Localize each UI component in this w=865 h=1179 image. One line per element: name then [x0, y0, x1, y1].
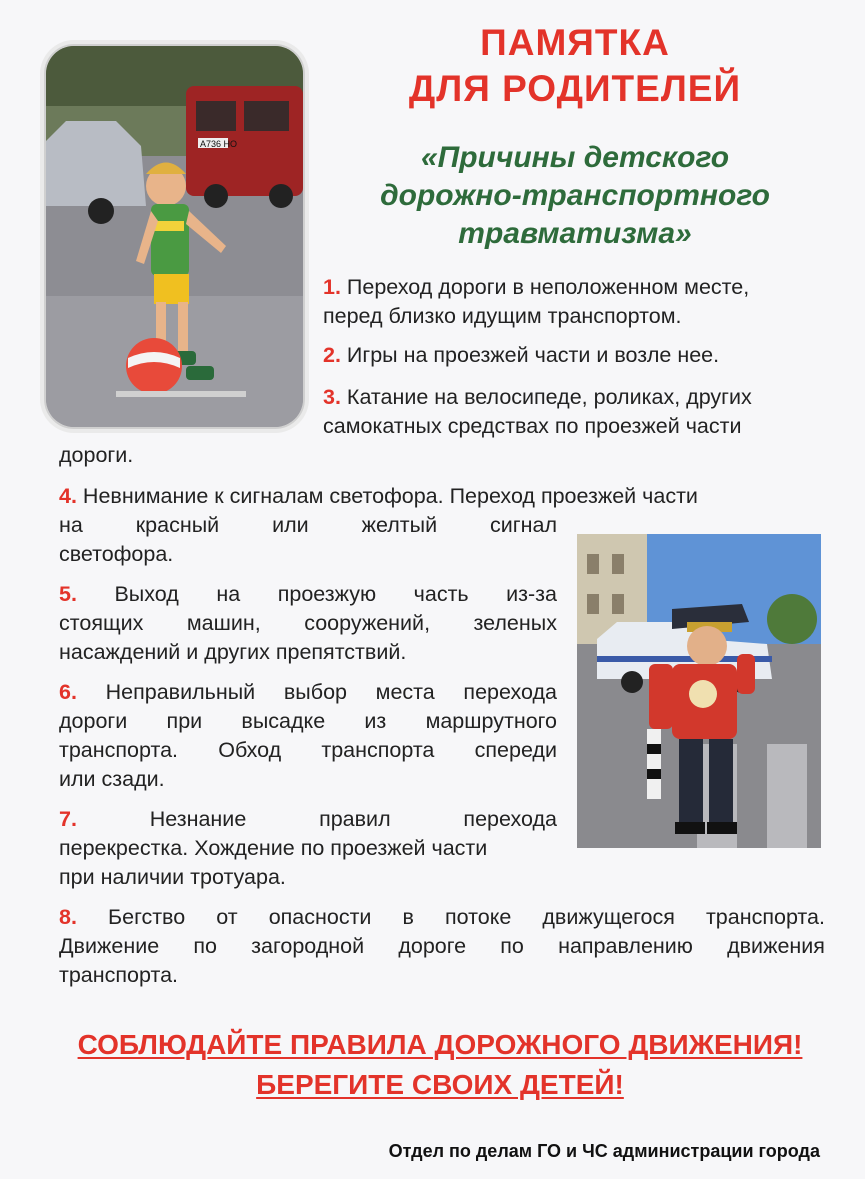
- cause-item-6: [59, 678, 557, 794]
- item-word: движения: [727, 934, 825, 958]
- item-word: транспорта.: [59, 738, 179, 762]
- item-word: желтый: [361, 513, 438, 537]
- item-word: сигнал: [490, 513, 557, 537]
- item-word: из-за: [506, 582, 557, 606]
- photo-boy-in-police-cap: [577, 534, 821, 848]
- item-text-line-spread: [59, 903, 825, 932]
- slogan-line-2: БЕРЕГИТЕ СВОИХ ДЕТЕЙ!: [256, 1069, 624, 1100]
- cause-item-8: [59, 903, 825, 990]
- item-word: по: [500, 934, 524, 958]
- item-word: правил: [319, 807, 391, 831]
- item-word: от: [216, 905, 238, 929]
- slogan-line-1: СОБЛЮДАЙТЕ ПРАВИЛА ДОРОЖНОГО ДВИЖЕНИЯ!: [77, 1029, 803, 1060]
- item-word: на: [216, 582, 241, 606]
- item-number: 5.: [59, 582, 77, 606]
- item-word: опасности: [268, 905, 372, 929]
- item-word: Обход: [218, 738, 282, 762]
- item-word: загородной: [251, 934, 365, 958]
- item-word: проезжую: [277, 582, 377, 606]
- subtitle-line-2: дорожно-транспортного: [380, 179, 770, 212]
- subtitle-line-3: травматизма»: [458, 217, 692, 250]
- item-word: направлению: [558, 934, 693, 958]
- item-text-line-spread: [59, 736, 557, 765]
- item-number: 1.: [323, 275, 341, 299]
- item-text-line: или сзади.: [59, 767, 165, 791]
- item-word: при: [166, 709, 203, 733]
- footer-department: Отдел по делам ГО и ЧС администрации города: [388, 1141, 820, 1161]
- item-text-line-spread: [59, 609, 557, 638]
- item-word: транспорта.: [705, 905, 825, 929]
- item-text-line: Невнимание к сигналам светофора. Переход проезжей части: [82, 484, 698, 508]
- cause-item-4-continued: [59, 511, 557, 569]
- item-word: Движение: [59, 934, 160, 958]
- item-text-line: светофора.: [59, 542, 174, 566]
- item-text-line: дороги.: [59, 443, 134, 467]
- subtitle-line-1: «Причины детского: [420, 141, 730, 174]
- item-word: Незнание: [149, 807, 247, 831]
- item-word: из: [364, 709, 387, 733]
- item-word: Бегство: [108, 905, 186, 929]
- van-plate: А736 НО: [200, 139, 238, 149]
- cause-item-3-continuation: [59, 441, 359, 470]
- item-word: по: [193, 934, 217, 958]
- item-text-line-spread: [59, 511, 557, 540]
- item-number: 3.: [323, 385, 341, 409]
- item-text-line-spread: [59, 707, 557, 736]
- cause-item-1: [323, 273, 825, 331]
- photo-boy-with-ball: [44, 44, 305, 429]
- item-word: стоящих: [59, 611, 144, 635]
- item-word: Выход: [114, 582, 179, 606]
- item-text-line-spread: [59, 678, 557, 707]
- item-text-line: насаждений и других препятствий.: [59, 640, 407, 664]
- item-word: машин,: [186, 611, 261, 635]
- item-word: в: [402, 905, 414, 929]
- item-word: сооружений,: [304, 611, 431, 635]
- item-word: движущегося: [542, 905, 675, 929]
- item-word: часть: [413, 582, 469, 606]
- cause-item-2: [323, 341, 825, 370]
- item-text-line: самокатных средствах по проезжей части: [323, 414, 742, 438]
- item-number: 6.: [59, 680, 77, 704]
- item-word: маршрутного: [425, 709, 557, 733]
- item-word: дороге: [398, 934, 467, 958]
- item-word: Неправильный: [105, 680, 256, 704]
- item-text-line-spread: [59, 580, 557, 609]
- item-number: 7.: [59, 807, 77, 831]
- cause-item-4: [59, 482, 825, 511]
- title-line-1: ПАМЯТКА: [480, 22, 670, 63]
- item-text-line: Игры на проезжей части и возле нее.: [346, 343, 720, 367]
- item-word: выбор: [283, 680, 347, 704]
- item-text-line-spread: [59, 932, 825, 961]
- item-number: 8.: [59, 905, 77, 929]
- item-text-line: транспорта.: [59, 963, 179, 987]
- item-word: на: [59, 513, 83, 537]
- item-word: перехода: [463, 807, 557, 831]
- item-number: 4.: [59, 484, 77, 508]
- item-word: дороги: [59, 709, 128, 733]
- item-text-line-spread: [59, 805, 557, 834]
- item-text-line: Катание на велосипеде, роликах, других: [346, 385, 752, 409]
- item-word: высадке: [241, 709, 326, 733]
- item-word: красный: [135, 513, 220, 537]
- item-word: спереди: [474, 738, 557, 762]
- item-text-line: при наличии тротуара.: [59, 865, 286, 889]
- item-word: или: [272, 513, 309, 537]
- cause-item-3: [323, 383, 825, 441]
- item-text-line: Переход дороги в неположенном месте,: [346, 275, 750, 299]
- cause-item-7: [59, 805, 557, 892]
- item-word: зеленых: [473, 611, 557, 635]
- cause-item-5: [59, 580, 557, 667]
- item-text-line: перед близко идущим транспортом.: [323, 304, 682, 328]
- item-word: места: [375, 680, 435, 704]
- title-line-2: ДЛЯ РОДИТЕЛЕЙ: [408, 68, 742, 109]
- item-number: 2.: [323, 343, 341, 367]
- item-text-line: перекрестка. Хождение по проезжей части: [59, 836, 488, 860]
- item-word: потоке: [445, 905, 512, 929]
- item-word: перехода: [463, 680, 557, 704]
- item-word: транспорта: [321, 738, 435, 762]
